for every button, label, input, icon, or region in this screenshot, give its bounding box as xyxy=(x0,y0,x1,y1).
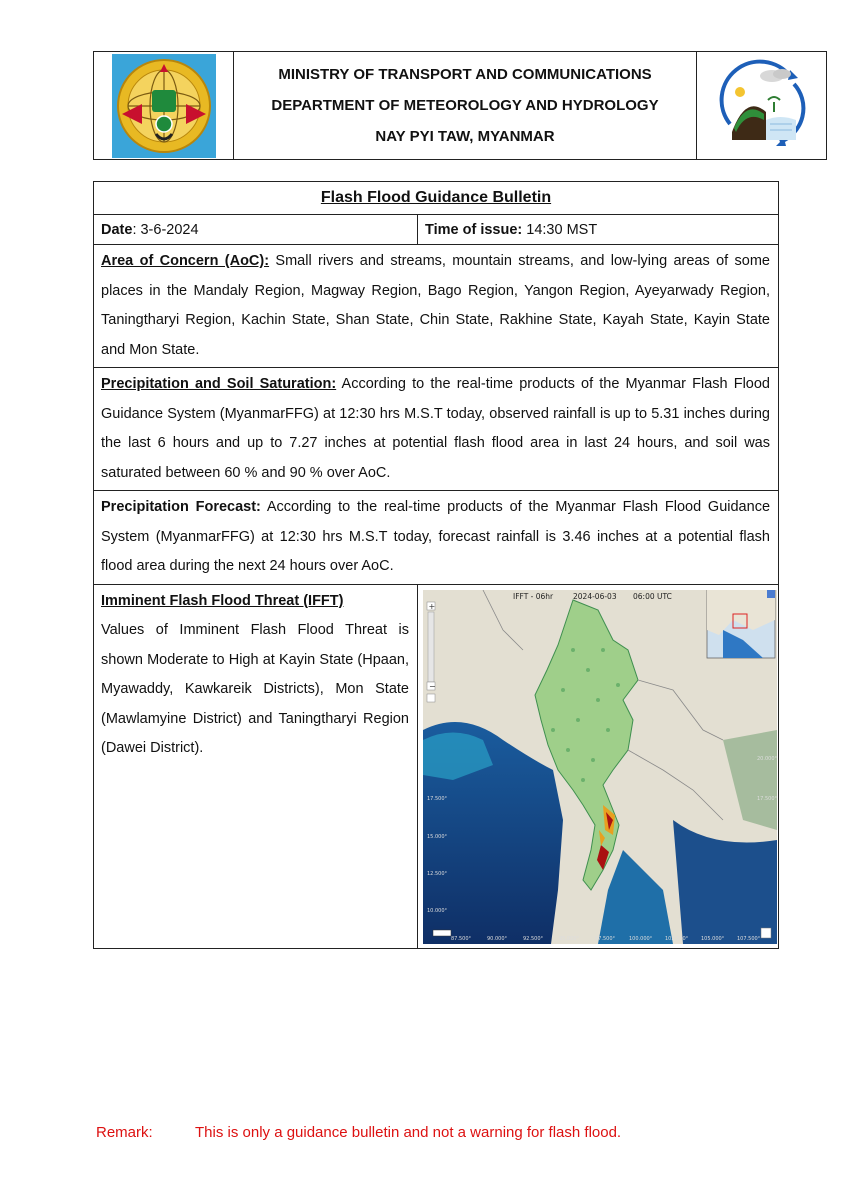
map-time: 06:00 UTC xyxy=(633,591,672,601)
map-header xyxy=(513,592,672,601)
time-cell xyxy=(418,215,778,244)
dmh-logo xyxy=(696,52,826,159)
hydrology-cycle-icon xyxy=(710,54,814,158)
time-value: 14:30 MST xyxy=(522,221,598,238)
location: NAY PYI TAW, MYANMAR xyxy=(375,128,555,145)
department-name: DEPARTMENT OF METEOROLOGY AND HYDROLOGY xyxy=(271,97,659,114)
svg-text:90.000°: 90.000° xyxy=(487,935,507,942)
bulletin-table xyxy=(93,181,779,949)
svg-text:17.500°: 17.500° xyxy=(427,795,447,802)
svg-text:10.000°: 10.000° xyxy=(427,907,447,914)
svg-text:107.500°: 107.500° xyxy=(737,935,761,942)
forecast-label: Precipitation Forecast: xyxy=(101,499,261,515)
aoc-text: Small rivers and streams, mountain streams, and low-lying areas of some places in the Mandaly Region, Magway Region, Bago Region, Yangon Region, Ayeyarwady Region, Taningtharyi Region, Kachin State, Shan State, Chin State, Rakhine State, Kayah State, Kayin State and Mon State. xyxy=(101,253,770,358)
remark-text: This is only a guidance bulletin and not a warning for flash flood. xyxy=(195,1124,622,1141)
header-titles xyxy=(234,52,696,159)
svg-text:20.000°: 20.000° xyxy=(757,755,777,762)
precipitation-forecast xyxy=(94,491,778,585)
ifft-description xyxy=(94,585,418,948)
svg-text:95.000°: 95.000° xyxy=(559,935,579,942)
svg-text:12.500°: 12.500° xyxy=(427,870,447,877)
map-info-icon[interactable] xyxy=(761,928,771,938)
date-time-row xyxy=(94,215,778,245)
ifft-map-cell xyxy=(418,585,778,948)
time-label: Time of issue: xyxy=(425,221,523,238)
date-value: : 3-6-2024 xyxy=(132,221,199,238)
date-label: Date xyxy=(101,221,133,238)
zoom-in-button[interactable]: + xyxy=(428,601,436,611)
overview-inset[interactable] xyxy=(707,590,775,658)
precip-text: According to the real-time products of the Myanmar Flash Flood Guidance System (MyanmarFFG) at 12:30 hrs M.S.T today, observed rainfall is up to 5.31 inches during the last 6 hours and up to 7.27 inches at potential flash flood area in last 24 hours, and soil was saturated between 60 % and 90 % over AoC. xyxy=(101,376,770,481)
ifft-text: Values of Imminent Flash Flood Threat is shown Moderate to High at Kayin State (Hpaan, Myawaddy, Kawkareik Districts), Mon State (Mawlamyine District) and Taningtharyi Region (Dawei District). xyxy=(101,622,409,756)
map-scale-bar xyxy=(433,930,451,936)
forecast-text: According to the real-time products of the Myanmar Flash Flood Guidance System (MyanmarFFG) at 12:30 hrs M.S.T today, forecast rainfall is 3.46 inches at a potential flash flood area during the next 24 hours over AoC. xyxy=(101,499,771,574)
remark-label: Remark: xyxy=(96,1124,153,1141)
date-cell xyxy=(94,215,418,244)
svg-text:105.000°: 105.000° xyxy=(701,935,725,942)
svg-text:100.000°: 100.000° xyxy=(629,935,653,942)
header-box xyxy=(93,51,827,160)
ministry-logo xyxy=(94,52,234,159)
svg-text:17.500°: 17.500° xyxy=(757,795,777,802)
area-of-concern xyxy=(94,245,778,368)
precip-label: Precipitation and Soil Saturation: xyxy=(101,376,337,392)
bulletin-title: Flash Flood Guidance Bulletin xyxy=(94,182,778,215)
aoc-label: Area of Concern (AoC): xyxy=(101,253,270,269)
ministry-emblem-icon xyxy=(112,54,216,158)
ministry-name: MINISTRY OF TRANSPORT AND COMMUNICATIONS xyxy=(278,66,652,83)
ifft-row xyxy=(94,585,778,948)
ifft-map[interactable] xyxy=(423,590,777,944)
map-product: IFFT - 06hr xyxy=(513,591,554,601)
precipitation-soil-saturation xyxy=(94,368,778,491)
zoom-out-button[interactable]: − xyxy=(429,681,436,691)
svg-text:97.500°: 97.500° xyxy=(595,935,615,942)
svg-text:92.500°: 92.500° xyxy=(523,935,543,942)
svg-text:15.000°: 15.000° xyxy=(427,833,447,840)
zoom-slider[interactable] xyxy=(428,612,434,682)
ifft-label: Imminent Flash Flood Threat (IFFT) xyxy=(101,592,344,609)
svg-text:102.500°: 102.500° xyxy=(665,935,689,942)
map-date: 2024-06-03 xyxy=(573,591,617,601)
layer-toggle-icon[interactable] xyxy=(427,694,435,702)
svg-text:87.500°: 87.500° xyxy=(451,935,471,942)
overview-toggle-icon[interactable] xyxy=(767,590,775,598)
